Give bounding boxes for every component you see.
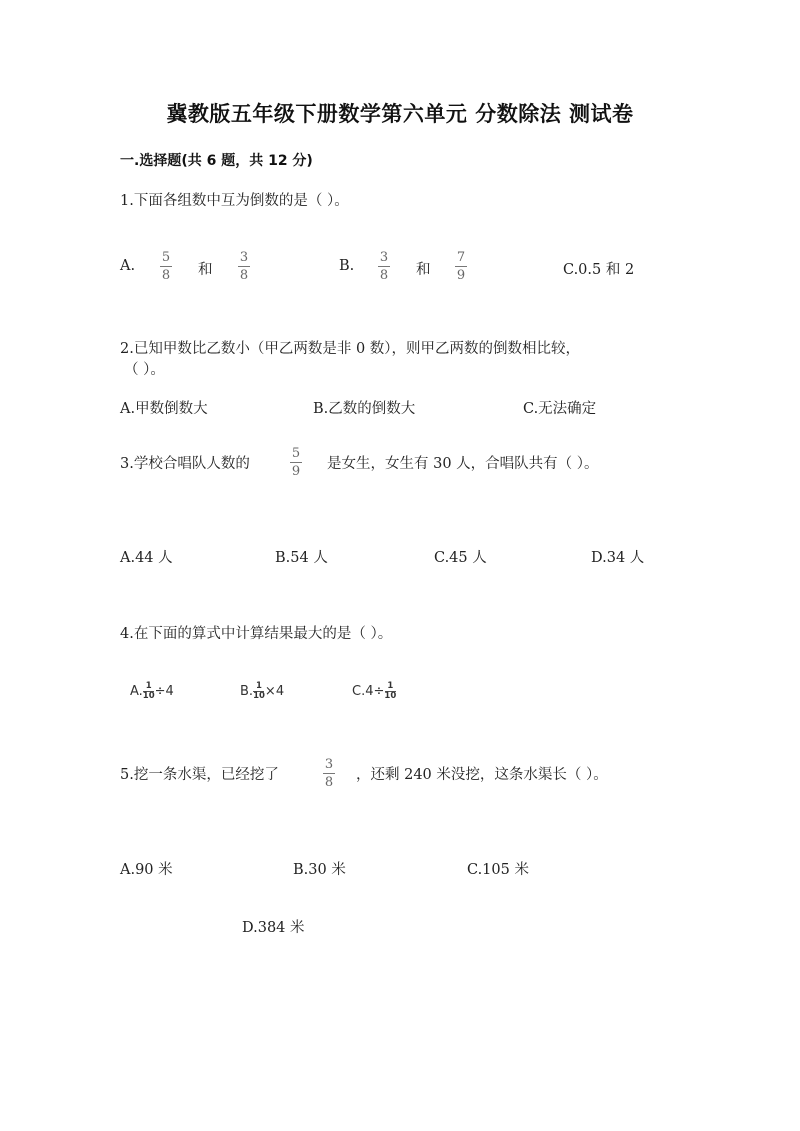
q3-option-c: C.45 人 — [434, 550, 487, 566]
question-2-line-2: （ ）。 — [124, 362, 165, 378]
q3-option-a: A.44 人 — [120, 550, 173, 566]
q4-option-a-number: 4 — [165, 684, 174, 699]
q5-option-b: B.30 米 — [293, 862, 346, 878]
fraction-numerator: 1 — [256, 680, 262, 691]
q4-option-c-fraction — [384, 682, 396, 701]
q1-option-b-label: B. — [339, 258, 355, 274]
q2-option-c: C.无法确定 — [523, 401, 597, 417]
divide-symbol: ÷ — [154, 684, 166, 699]
q1-option-c: C.0.5 和 2 — [563, 262, 635, 278]
q1-option-a-label: A. — [120, 258, 136, 274]
fraction-denominator: 8 — [379, 268, 389, 283]
fraction-denominator: 9 — [456, 268, 466, 283]
question-4-text: 4.在下面的算式中计算结果最大的是（ ）。 — [120, 626, 393, 642]
fraction-denominator: 8 — [324, 775, 334, 790]
fraction-denominator: 8 — [239, 268, 249, 283]
fraction-bar — [238, 266, 250, 267]
q4-option-c — [352, 680, 396, 701]
q3-option-b: B.54 人 — [275, 550, 328, 566]
q4-option-b-fraction — [253, 682, 265, 701]
q4-option-b-label: B. — [240, 684, 254, 699]
q5-option-a: A.90 米 — [120, 862, 173, 878]
question-3-text-start: 3.学校合唱队人数的 — [120, 456, 250, 472]
q1-option-a-fraction-2 — [238, 250, 250, 283]
page-title: 冀教版五年级下册数学第六单元 分数除法 测试卷 — [166, 102, 634, 126]
q4-option-c-number: 4 — [365, 684, 374, 699]
q5-option-d: D.384 米 — [242, 920, 305, 936]
question-3-text-end: 是女生，女生有 30 人，合唱队共有（ ）。 — [327, 456, 599, 472]
q5-option-c: C.105 米 — [467, 862, 529, 878]
q2-option-b: B.乙数的倒数大 — [313, 401, 416, 417]
q4-option-a-fraction — [143, 682, 155, 701]
fraction-numerator: 5 — [291, 446, 301, 461]
fraction-denominator: 8 — [161, 268, 171, 283]
divide-symbol: ÷ — [373, 684, 385, 699]
fraction-numerator: 1 — [387, 680, 394, 691]
q1-option-b-and: 和 — [416, 262, 431, 278]
fraction-denominator: 10 — [253, 690, 265, 701]
q4-option-b-number: 4 — [275, 684, 285, 699]
question-3-fraction — [290, 446, 302, 479]
question-5-fraction — [323, 757, 335, 790]
question-1-text: 1.下面各组数中互为倒数的是（ ）。 — [120, 193, 349, 209]
question-2-line-1: 2.已知甲数比乙数小（甲乙两数是非 0 数），则甲乙两数的倒数相比较， — [120, 341, 581, 357]
fraction-numerator: 3 — [379, 250, 389, 265]
fraction-bar — [378, 266, 390, 267]
q4-option-a-label: A. — [130, 684, 143, 699]
fraction-numerator: 5 — [161, 250, 171, 265]
fraction-bar — [290, 462, 302, 463]
q4-option-b — [240, 680, 284, 701]
fraction-denominator: 10 — [384, 690, 397, 701]
q4-option-c-label: C. — [352, 684, 366, 699]
multiply-symbol: × — [264, 684, 276, 699]
fraction-bar — [323, 773, 335, 774]
fraction-numerator: 3 — [324, 757, 334, 772]
q1-option-b-fraction-1 — [378, 250, 390, 283]
question-5-text-end: ，还剩 240 米没挖，这条水渠长（ ）。 — [356, 767, 608, 783]
fraction-numerator: 7 — [456, 250, 466, 265]
q4-option-a — [130, 680, 174, 701]
fraction-denominator: 10 — [142, 690, 155, 701]
q1-option-a-and: 和 — [198, 262, 213, 278]
fraction-numerator: 3 — [239, 250, 249, 265]
q2-option-a: A.甲数倒数大 — [120, 401, 208, 417]
section-heading: 一.选择题(共 6 题，共 12 分) — [120, 153, 313, 169]
fraction-denominator: 9 — [291, 464, 301, 479]
fraction-numerator: 1 — [145, 680, 152, 691]
fraction-bar — [455, 266, 467, 267]
q3-option-d: D.34 人 — [591, 550, 645, 566]
question-5-text-start: 5.挖一条水渠，已经挖了 — [120, 767, 279, 783]
fraction-bar — [160, 266, 172, 267]
q1-option-b-fraction-2 — [455, 250, 467, 283]
q1-option-a-fraction-1 — [160, 250, 172, 283]
